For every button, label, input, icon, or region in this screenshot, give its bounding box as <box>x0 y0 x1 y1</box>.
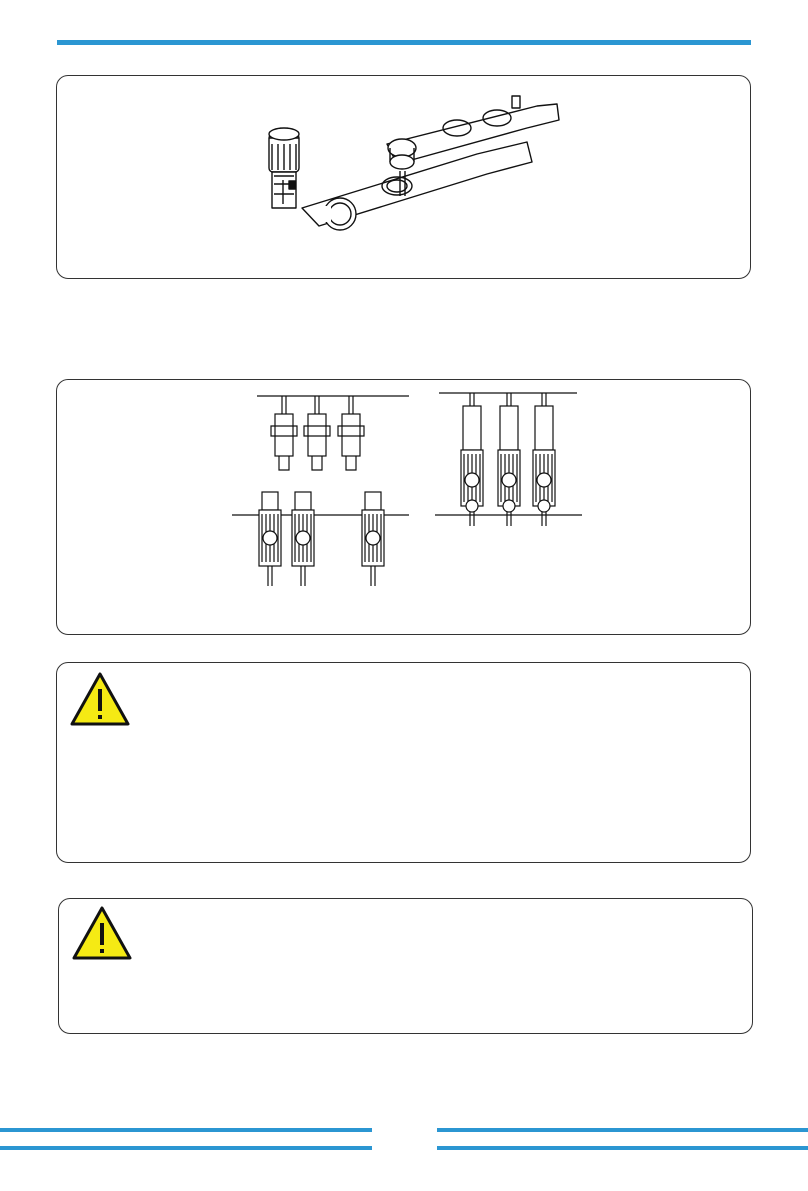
warning-panel-1 <box>56 662 751 863</box>
mated-connector-1 <box>461 393 483 526</box>
connector-upper-1 <box>271 396 297 470</box>
footer-bar-right <box>437 1128 808 1132</box>
footer-bar-left <box>0 1128 372 1132</box>
warning-triangle-icon <box>69 671 131 727</box>
tool-illustration-panel <box>56 75 751 279</box>
connector-lower-3 <box>362 492 384 586</box>
connector-lower-2 <box>292 492 314 586</box>
footer-bar-left <box>0 1146 372 1150</box>
connector-lower-1 <box>259 492 281 586</box>
header-bar <box>57 40 751 45</box>
connector-body <box>269 128 299 208</box>
footer-bar-right <box>437 1146 808 1150</box>
connectors-illustration-panel <box>56 379 751 635</box>
mated-connector-3 <box>533 393 555 526</box>
connector-wrench-illustration <box>57 76 752 280</box>
connector-upper-3 <box>338 396 364 470</box>
dc-connectors-illustration <box>57 380 752 636</box>
warning-panel-2 <box>58 898 753 1034</box>
mated-connector-2 <box>498 393 520 526</box>
warning-triangle-icon <box>71 905 133 961</box>
connector-upper-2 <box>304 396 330 470</box>
